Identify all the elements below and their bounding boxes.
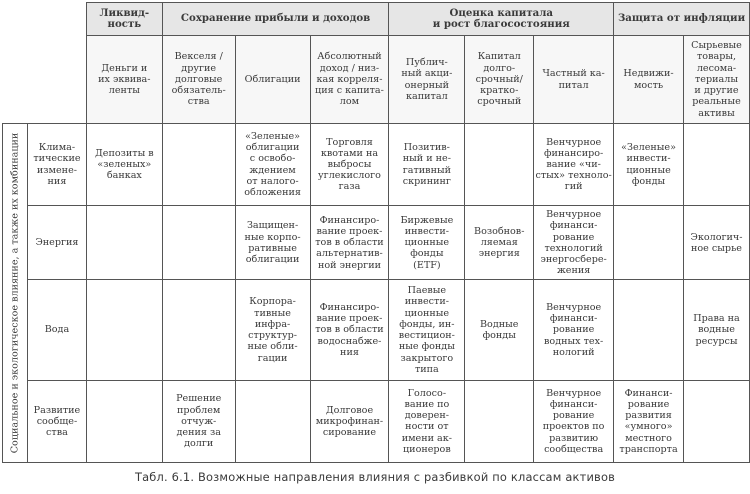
table-cell: Финансиро- вание проек- тов в области водоснабже- ния [310,280,389,380]
table-cell: Финанси- рование развития «умного» местного транспорта [614,380,684,462]
group-header-inflation: Защита от инфляции [614,3,750,36]
column-header-bonds: Облигации [235,36,310,124]
table-row [3,280,750,380]
column-header-absolute-return: Абсолютный доход / низ- кая корреля- ция с капита- лом [310,36,389,124]
table-cell [86,380,162,462]
table-cell: Решение проблем отчуж- дения за долги [162,380,235,462]
column-header-cash: Деньги и их эквива- ленты [86,36,162,124]
group-header-liquidity: Ликвид- ность [86,3,162,36]
impact-table [2,2,750,463]
table-cell: Голосо- вание по доверен- ности от имени ак- ционеров [389,380,465,462]
table-cell [465,380,534,462]
row-label-community: Развитие сообще- ства [28,380,87,462]
table-cell: Долговое микрофинан- сирование [310,380,389,462]
table-cell: Депозиты в «зеленых» банках [86,124,162,206]
table-cell [465,124,534,206]
table-cell: Корпора- тивные инфра- структур- ные обли- гации [235,280,310,380]
table-cell: Права на водные ресурсы [684,280,750,380]
table-cell: Позитив- ный и не- гативный скрининг [389,124,465,206]
group-header-preservation: Сохранение прибыли и доходов [162,3,389,36]
table-row [3,206,750,280]
group-header-growth: Оценка капитала и рост благосостояния [389,3,614,36]
table-cell: Торговля квотами на выбросы углекислого газа [310,124,389,206]
table-cell [235,380,310,462]
table-cell [614,206,684,280]
table-cell: Возобнов- ляемая энергия [465,206,534,280]
corner-cell [3,3,87,124]
table-cell: Водные фонды [465,280,534,380]
group-header-row [3,3,750,36]
column-header-real-estate: Недвижи- мость [614,36,684,124]
table-cell: «Зеленые» облигации с освобо- ждением от налого- обложения [235,124,310,206]
column-header-long-short-equity: Капитал долго- срочный/ кратко- срочный [465,36,534,124]
row-label-energy: Энергия [28,206,87,280]
row-label-water: Вода [28,280,87,380]
table-cell: Финансиро- вание проек- тов в области альтернатив- ной энергии [310,206,389,280]
column-header-private-equity: Частный ка- питал [534,36,614,124]
table-cell [614,280,684,380]
column-header-public-equity: Публич- ный акци- онерный капитал [389,36,465,124]
table-cell: Венчурное финансиро- вание «чи- стых» техноло- гий [534,124,614,206]
table-cell: Биржевые инвести- ционные фонды (ETF) [389,206,465,280]
column-header-bills: Векселя / другие долговые обязатель- ства [162,36,235,124]
row-label-climate: Клима- тические измене- ния [28,124,87,206]
table-cell [86,206,162,280]
column-header-row [3,36,750,124]
table-cell: Венчурное финанси- рование технологий энергосбере- жения [534,206,614,280]
table-cell: «Зеленые» инвести- ционные фонды [614,124,684,206]
table-cell [86,280,162,380]
table-caption: Табл. 6.1. Возможные направления влияния с разбивкой по классам активов [134,470,616,484]
table-cell [684,380,750,462]
table-cell [162,280,235,380]
table-row [3,380,750,462]
table-cell: Паевые инвести- ционные фонды, ин- вестицион- ные фонды закрытого типа [389,280,465,380]
table-row [3,124,750,206]
table-cell: Венчурное финанси- рование водных тех- нологий [534,280,614,380]
table-cell: Защищен- ные корпо- ративные облигации [235,206,310,280]
side-label: Социальное и экологическое влияние, а также их комбинации [3,124,28,463]
table-cell [162,124,235,206]
table-cell [684,124,750,206]
table-cell [162,206,235,280]
table-cell: Экологич- ное сырье [684,206,750,280]
column-header-commodities: Сырьевые товары, лесома- териалы и другие реальные активы [684,36,750,124]
table-cell: Венчурное финанси- рование проектов по развитию сообщества [534,380,614,462]
